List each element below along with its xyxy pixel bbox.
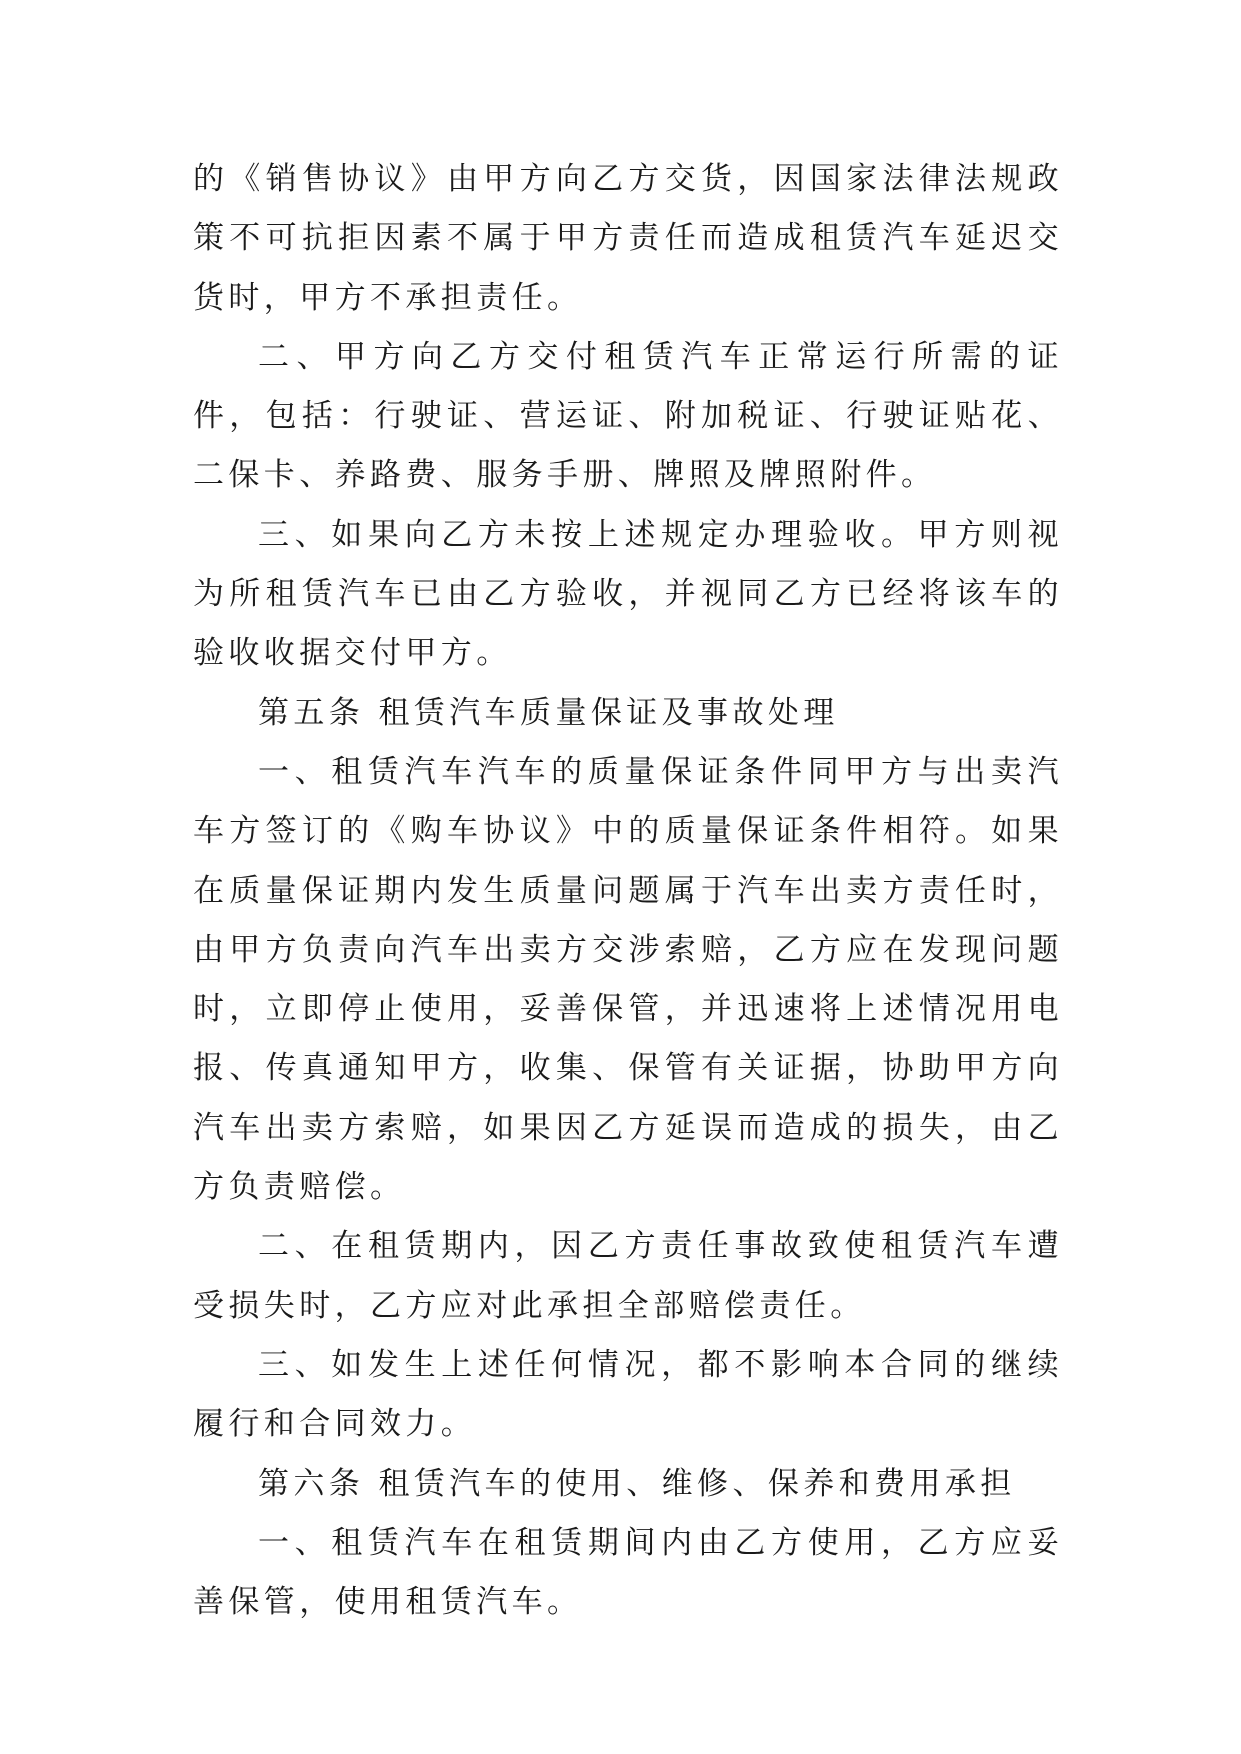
article-6-heading: 第六条 租赁汽车的使用、维修、保养和费用承担 [258,1465,1016,1502]
paragraph-vehicle-use: 一、租赁汽车在租赁期间内由乙方使用，乙方应妥善保管，使用租赁汽车。 [193,1524,1063,1621]
document-body [193,150,1063,1632]
paragraph-quality-warranty: 一、租赁汽车汽车的质量保证条件同甲方与出卖汽车方签订的《购车协议》中的质量保证条件相符。如果在质量保证期内发生质量问题属于汽车出卖方责任时，由甲方负责向汽车出卖方交涉索赔，乙方应在发现问题时，立即停止使用，妥善保管，并迅速将上述情况用电报、传真通知甲方，收集、保管有关证据，协助甲方向汽车出卖方索赔，如果因乙方延误而造成的损失，由乙方负责赔偿。 [193,753,1063,1206]
paragraph-documents-delivery: 二、甲方向乙方交付租赁汽车正常运行所需的证件，包括：行驶证、营运证、附加税证、行驶证贴花、二保卡、养路费、服务手册、牌照及牌照附件。 [193,338,1063,494]
article-5-heading: 第五条 租赁汽车质量保证及事故处理 [258,694,839,731]
paragraph-delivery-continuation: 的《销售协议》由甲方向乙方交货，因国家法律法规政策不可抗拒因素不属于甲方责任而造成租赁汽车延迟交货时，甲方不承担责任。 [193,161,1063,316]
paragraph-acceptance: 三、如果向乙方未按上述规定办理验收。甲方则视为所租赁汽车已由乙方验收，并视同乙方已经将该车的验收收据交付甲方。 [193,516,1063,672]
paragraph-contract-validity: 三、如发生上述任何情况，都不影响本合同的继续履行和合同效力。 [193,1346,1063,1443]
paragraph-accident-liability: 二、在租赁期内，因乙方责任事故致使租赁汽车遭受损失时，乙方应对此承担全部赔偿责任。 [193,1228,1063,1324]
